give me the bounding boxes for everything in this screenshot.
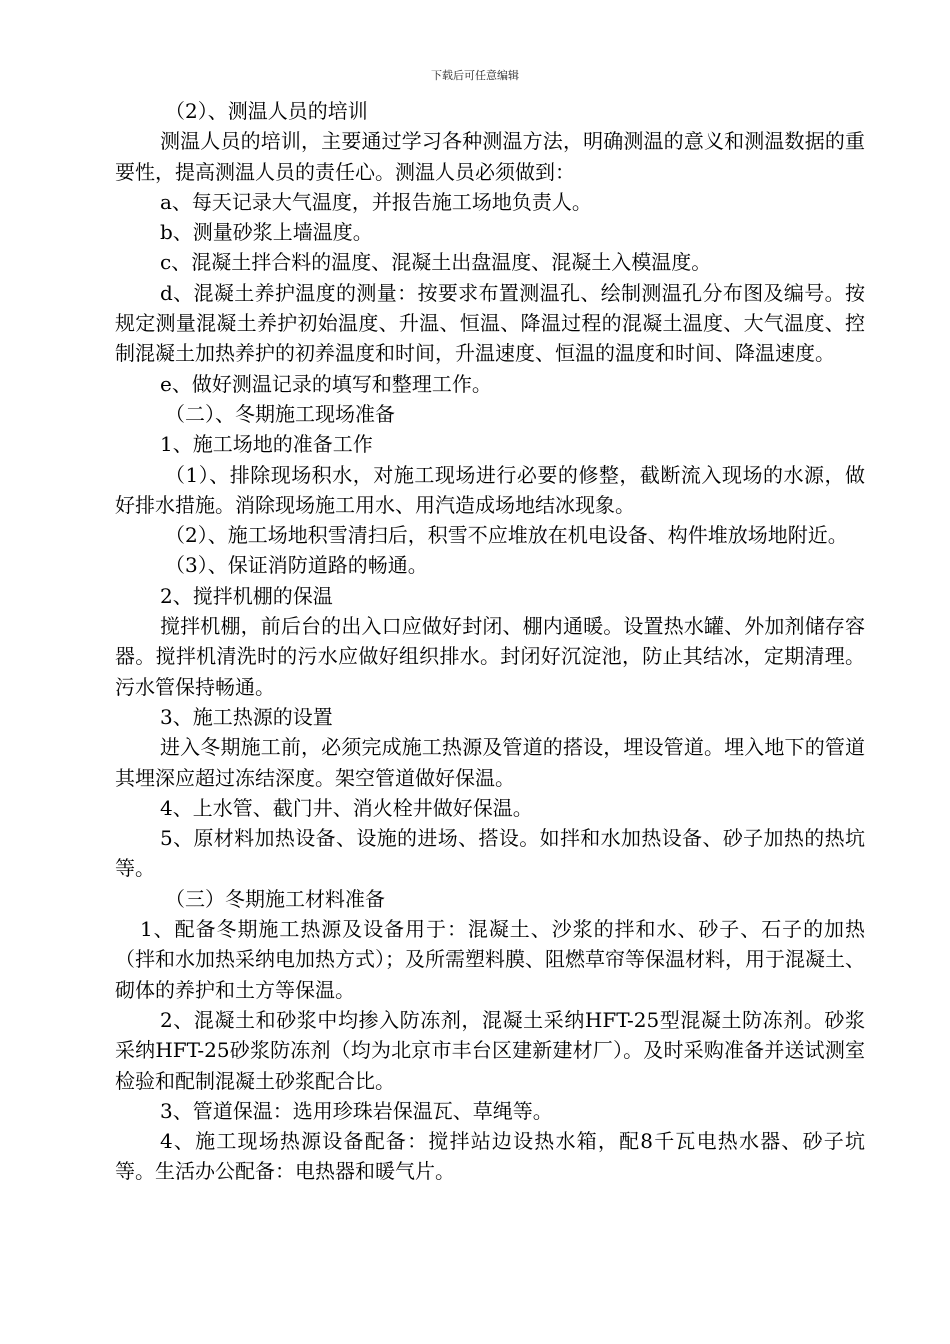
paragraph: （2）、施工场地积雪清扫后，积雪不应堆放在机电设备、构件堆放场地附近。 — [165, 523, 848, 548]
subheading: 2、搅拌机棚的保温 — [160, 583, 333, 608]
subheading: 1、施工场地的准备工作 — [160, 432, 373, 457]
paragraph: （3）、保证消防道路的畅通。 — [165, 553, 428, 578]
document-body — [115, 96, 865, 1187]
list-item: d、混凝土养护温度的测量：按要求布置测温孔、绘制测温孔分布图及编号。按规定测量混凝土养护初始温度、升温、恒温、降温过程的混凝土温度、大气温度、控制混凝土加热养护的初养温度和时间，升温速度、恒温的温度和时间、降温速度。 — [115, 280, 865, 366]
section-heading: （二）、冬期施工现场准备 — [165, 401, 395, 426]
paragraph: 4、上水管、截门井、消火栓井做好保温。 — [160, 795, 533, 820]
list-item: a、每天记录大气温度，并报告施工场地负责人。 — [160, 189, 592, 214]
paragraph: 5、原材料加热设备、设施的进场、搭设。如拌和水加热设备、砂子加热的热坑等。 — [115, 826, 865, 881]
subheading-training: （2）、测温人员的培训 — [165, 99, 368, 123]
paragraph: 测温人员的培训，主要通过学习各种测温方法，明确测温的意义和测温数据的重要性，提高测温人员的责任心。测温人员必须做到： — [115, 129, 865, 184]
paragraph: 3、管道保温：选用珍珠岩保温瓦、草绳等。 — [160, 1098, 553, 1123]
page-header: 下载后可任意编辑 — [431, 69, 519, 82]
paragraph: （1）、排除现场积水，对施工现场进行必要的修整，截断流入现场的水源，做好排水措施。消除现场施工用水、用汽造成场地结冰现象。 — [115, 462, 865, 517]
paragraph: 进入冬期施工前，必须完成施工热源及管道的搭设，埋设管道。埋入地下的管道其埋深应超过冻结深度。架空管道做好保温。 — [115, 735, 865, 790]
paragraph: 搅拌机棚，前后台的出入口应做好封闭、棚内通暖。设置热水罐、外加剂储存容器。搅拌机清洗时的污水应做好组织排水。封闭好沉淀池，防止其结冰，定期清理。污水管保持畅通。 — [115, 614, 865, 699]
section-heading: （三）冬期施工材料准备 — [165, 886, 385, 911]
paragraph: 2、混凝土和砂浆中均掺入防冻剂，混凝土采纳HFT-25型混凝土防冻剂。砂浆采纳HFT-25砂浆防冻剂（均为北京市丰台区建新建材厂）。及时采购准备并送试测室检验和配制混凝土砂浆配合比。 — [115, 1007, 865, 1093]
paragraph: 4、施工现场热源设备配备：搅拌站边设热水箱，配8千瓦电热水器、砂子坑等。生活办公配备：电热器和暖气片。 — [115, 1129, 865, 1184]
list-item: b、测量砂浆上墙温度。 — [160, 220, 373, 245]
list-item: c、混凝土拌合料的温度、混凝土出盘温度、混凝土入模温度。 — [160, 250, 712, 275]
subheading: 3、施工热源的设置 — [160, 704, 333, 729]
list-item: e、做好测温记录的填写和整理工作。 — [160, 371, 492, 396]
paragraph: 1、配备冬期施工热源及设备用于：混凝土、沙浆的拌和水、砂子、石子的加热（拌和水加热采纳电加热方式）；及所需塑料膜、阻燃草帘等保温材料，用于混凝土、砌体的养护和土方等保温。 — [115, 917, 865, 1002]
